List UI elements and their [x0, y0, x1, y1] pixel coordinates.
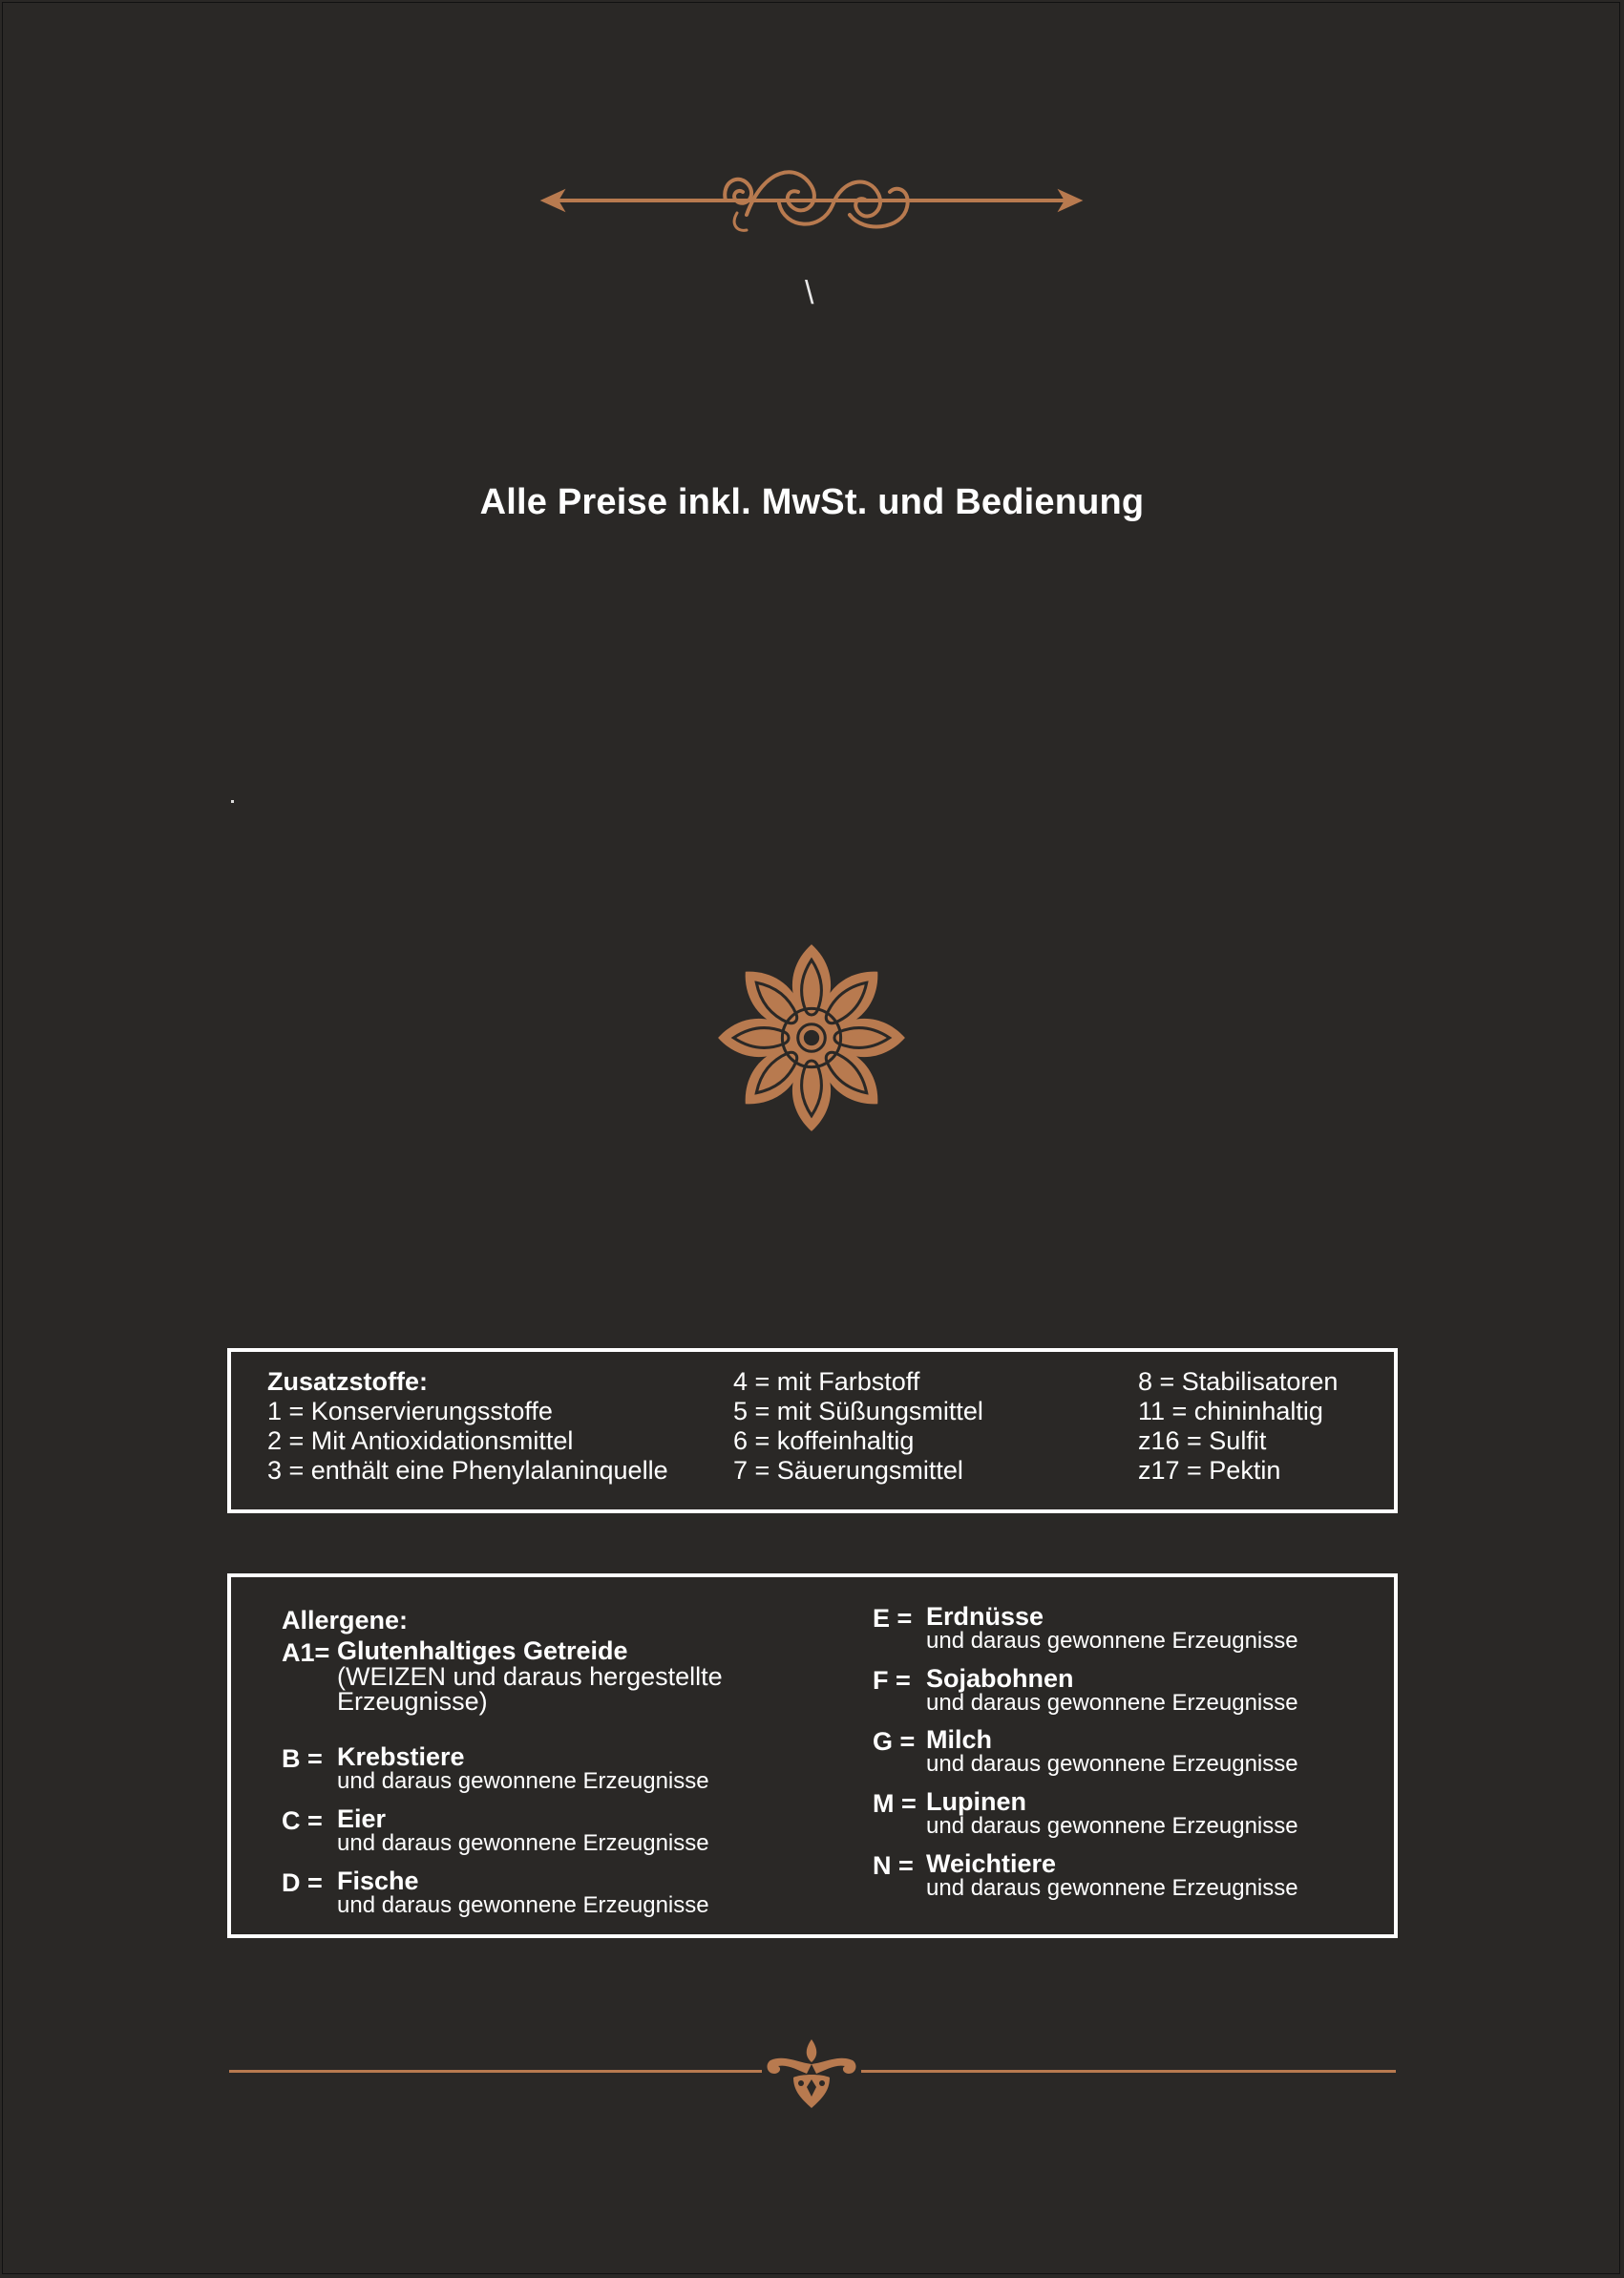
additive-item: 2 = Mit Antioxidationsmittel — [267, 1426, 574, 1455]
allergen-name: Erdnüsse — [926, 1602, 1044, 1631]
allergen-description: und daraus gewonnene Erzeugnisse — [926, 1751, 1298, 1777]
additive-item: 8 = Stabilisatoren — [1138, 1367, 1339, 1396]
allergen-name: Milch — [926, 1725, 993, 1754]
allergen-description: und daraus gewonnene Erzeugnisse — [337, 1892, 709, 1918]
allergen-code: A1= — [282, 1638, 330, 1667]
additive-item: 7 = Säuerungsmittel — [733, 1456, 963, 1485]
allergen-name: Eier — [337, 1804, 387, 1833]
price-note: Alle Preise inkl. MwSt. und Bedienung — [479, 482, 1145, 522]
scroll-arrow-ornament-icon — [535, 158, 1088, 243]
allergen-code: G = — [873, 1727, 916, 1756]
allergen-description: und daraus gewonnene Erzeugnisse — [337, 1830, 709, 1856]
allergen-name: Sojabohnen — [926, 1664, 1074, 1693]
allergen-code: M = — [873, 1789, 917, 1818]
additive-item: 1 = Konservierungsstoffe — [267, 1397, 553, 1425]
allergen-description: und daraus gewonnene Erzeugnisse — [337, 1768, 709, 1794]
additives-column-3 — [1138, 1367, 1338, 1486]
bottom-divider-left — [229, 2070, 762, 2073]
stray-mark: \ — [805, 275, 814, 311]
additive-item: z16 = Sulfit — [1138, 1426, 1267, 1455]
additives-heading: Zusatzstoffe: — [267, 1367, 428, 1396]
allergen-name: Weichtiere — [926, 1849, 1057, 1878]
bottom-divider-right — [861, 2070, 1396, 2073]
allergen-code: N = — [873, 1851, 914, 1880]
allergen-code: B = — [282, 1744, 323, 1773]
allergen-name: Lupinen — [926, 1787, 1026, 1816]
additives-box — [227, 1348, 1398, 1513]
additive-item: 3 = enthält eine Phenylalaninquelle — [267, 1456, 668, 1485]
allergen-name: Fische — [337, 1867, 419, 1895]
allergen-name: Krebstiere — [337, 1742, 465, 1771]
stray-dot — [231, 800, 234, 803]
allergen-code: C = — [282, 1806, 323, 1835]
additives-column-1 — [267, 1367, 668, 1486]
allergen-name: Glutenhaltiges Getreide — [337, 1636, 628, 1665]
additive-item: 5 = mit Süßungsmittel — [733, 1397, 983, 1425]
additive-item: 11 = chininhaltig — [1138, 1397, 1323, 1425]
allergen-description: und daraus gewonnene Erzeugnisse — [926, 1875, 1298, 1901]
additive-item: z17 = Pektin — [1138, 1456, 1281, 1485]
allergen-description: und daraus gewonnene Erzeugnisse — [926, 1628, 1298, 1654]
allergens-box — [227, 1573, 1398, 1938]
fleuron-icon — [759, 2035, 864, 2112]
allergen-description: (WEIZEN und daraus hergestellte Erzeugnisse) — [337, 1662, 723, 1716]
mandala-flower-icon — [714, 940, 909, 1135]
allergen-code: D = — [282, 1868, 323, 1897]
additive-item: 4 = mit Farbstoff — [733, 1367, 920, 1396]
additives-column-2 — [733, 1367, 983, 1486]
allergen-code: E = — [873, 1604, 913, 1633]
allergen-description: und daraus gewonnene Erzeugnisse — [926, 1813, 1298, 1839]
additive-item: 6 = koffeinhaltig — [733, 1426, 915, 1455]
allergen-description: und daraus gewonnene Erzeugnisse — [926, 1690, 1298, 1716]
allergens-heading: Allergene: — [282, 1606, 409, 1635]
allergen-code: F = — [873, 1666, 911, 1695]
